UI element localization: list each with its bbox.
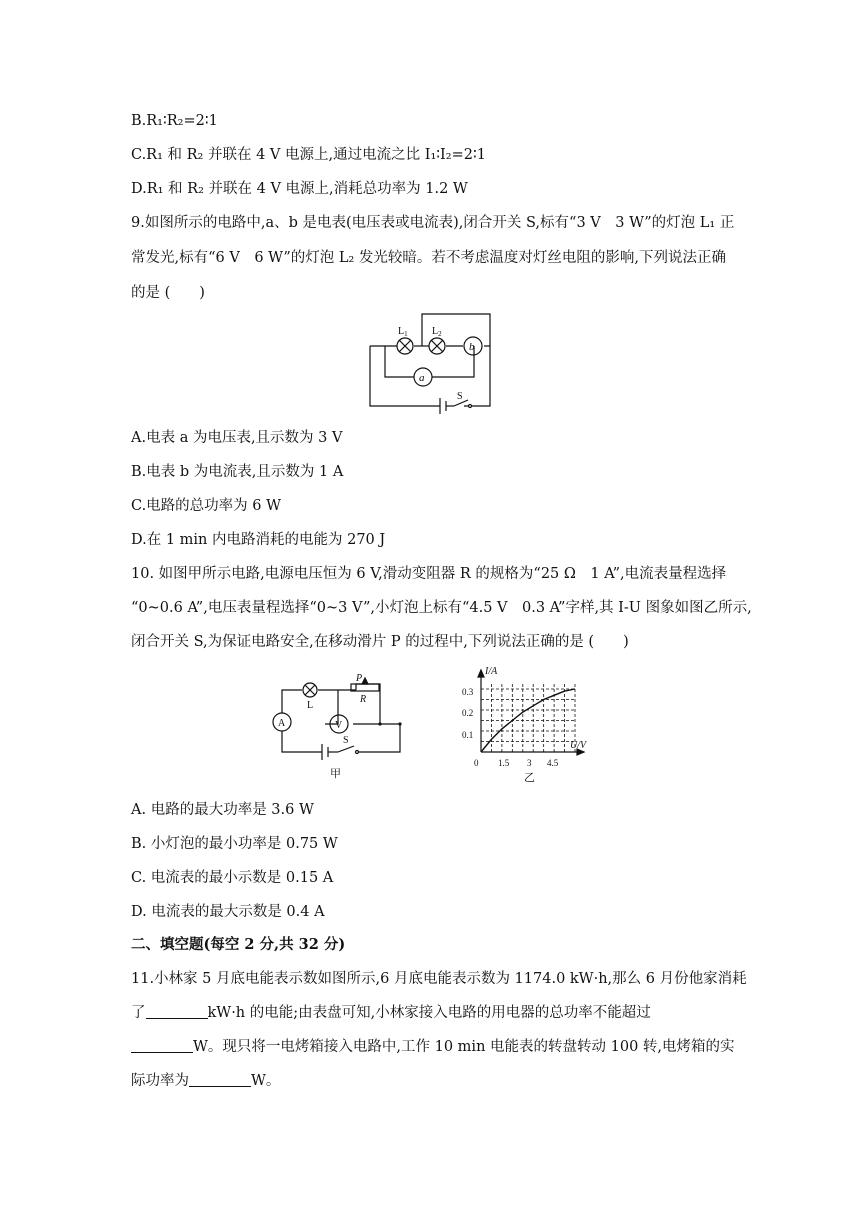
x-tick-4-5: 4.5	[547, 758, 559, 768]
figure-caption-jia: 甲	[330, 768, 341, 780]
y-tick-0-3: 0.3	[462, 687, 474, 697]
question-11-line3	[131, 1037, 735, 1057]
ammeter-label: A	[278, 718, 286, 729]
q11-line3-suffix: W。现只将一电烤箱接入电路中,工作 10 min 电能表的转盘转动 100 转,电烤箱的实	[193, 1039, 735, 1055]
x-tick-1-5: 1.5	[498, 758, 510, 768]
voltmeter-label: V	[335, 720, 343, 731]
option-10c: C. 电流表的最小示数是 0.15 A	[131, 870, 334, 886]
y-tick-0-1: 0.1	[462, 730, 474, 740]
q11-line2-prefix: 了	[131, 1005, 146, 1021]
question-11-line2	[131, 1003, 651, 1023]
x-axis-label: U/V	[570, 740, 587, 751]
q11-line4-prefix: 际功率为	[131, 1073, 189, 1089]
option-9a: A.电表 a 为电压表,且示数为 3 V	[131, 430, 343, 446]
option-10d: D. 电流表的最大示数是 0.4 A	[131, 904, 325, 920]
q11-line4-suffix: W。	[251, 1073, 281, 1089]
switch-s-label: S	[343, 735, 349, 746]
option-8b: B.R₁∶R₂=2∶1	[131, 113, 218, 129]
x-tick-3: 3	[527, 758, 532, 768]
option-8d: D.R₁ 和 R₂ 并联在 4 V 电源上,消耗总功率为 1.2 W	[131, 181, 468, 197]
iu-graph-figure-10-yi	[448, 660, 598, 784]
circuit-figure-10-jia	[268, 668, 408, 780]
q11-line2-suffix: kW·h 的电能;由表盘可知,小林家接入电路的用电器的总功率不能超过	[207, 1005, 651, 1021]
answer-blank-3[interactable]	[189, 1072, 251, 1087]
question-11-line1: 11.小林家 5 月底电能表示数如图所示,6 月底电能表示数为 1174.0 kW·h,那么 6 月份他家消耗	[131, 971, 747, 987]
y-tick-0-2: 0.2	[462, 708, 474, 718]
question-9-line2: 常发光,标有“6 V 6 W”的灯泡 L₂ 发光较暗。若不考虑温度对灯丝电阻的影响,下列说法正确	[131, 250, 727, 266]
answer-blank-2[interactable]	[131, 1038, 193, 1053]
meter-a-label: a	[419, 372, 425, 384]
option-9c: C.电路的总功率为 6 W	[131, 498, 282, 514]
question-11-line4	[131, 1071, 280, 1091]
option-9d: D.在 1 min 内电路消耗的电能为 270 J	[131, 532, 386, 548]
option-10b: B. 小灯泡的最小功率是 0.75 W	[131, 836, 338, 852]
question-9-line3: 的是 ( )	[131, 285, 205, 301]
question-10-line2: “0~0.6 A”,电压表量程选择“0~3 V”,小灯泡上标有“4.5 V 0.3 A”字样,其 I-U 图象如图乙所示,	[131, 600, 752, 616]
meter-b-label: b	[469, 341, 475, 353]
option-10a: A. 电路的最大功率是 3.6 W	[131, 802, 314, 818]
lamp-l1-label: $L_1$	[398, 326, 408, 338]
y-axis-label: I/A	[485, 666, 498, 677]
circuit-figure-9	[360, 310, 500, 414]
question-10-line3: 闭合开关 S,为保证电路安全,在移动滑片 P 的过程中,下列说法正确的是 ( )	[131, 634, 629, 650]
slider-p-label: P	[356, 673, 363, 684]
section-2-title: 二、填空题(每空 2 分,共 32 分)	[131, 936, 346, 953]
switch-s-label: S	[457, 391, 463, 402]
lamp-l-label: L	[307, 700, 314, 711]
option-8c: C.R₁ 和 R₂ 并联在 4 V 电源上,通过电流之比 I₁∶I₂=2∶1	[131, 147, 486, 163]
option-9b: B.电表 b 为电流表,且示数为 1 A	[131, 464, 344, 480]
x-tick-0: 0	[474, 758, 479, 768]
question-10-line1: 10. 如图甲所示电路,电源电压恒为 6 V,滑动变阻器 R 的规格为“25 Ω 1 A”,电流表量程选择	[131, 566, 727, 582]
lamp-l2-label: $L_2$	[432, 326, 442, 338]
answer-blank-1[interactable]	[146, 1004, 208, 1019]
rheostat-r-label: R	[360, 694, 367, 705]
figure-caption-yi: 乙	[524, 772, 535, 784]
question-9-line1: 9.如图所示的电路中,a、b 是电表(电压表或电流表),闭合开关 S,标有“3 V 3 W”的灯泡 L₁ 正	[131, 215, 735, 231]
